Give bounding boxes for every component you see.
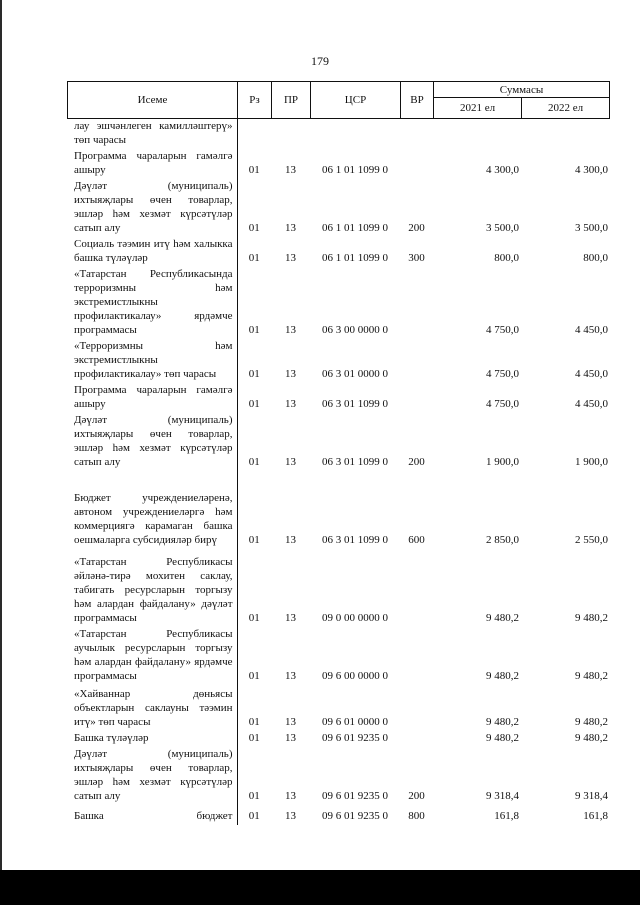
row-rz: 01 bbox=[248, 670, 260, 682]
row-rz: 01 bbox=[248, 716, 260, 728]
row-sum-2022: 9 480,2 bbox=[575, 732, 608, 744]
table-row bbox=[67, 179, 609, 237]
table-row bbox=[67, 471, 609, 549]
row-sum-2021: 9 480,2 bbox=[486, 732, 519, 744]
row-vr: 200 bbox=[408, 790, 425, 802]
row-sum-2022: 1 900,0 bbox=[575, 456, 608, 468]
row-vr bbox=[400, 627, 433, 685]
row-pr: 13 bbox=[285, 456, 296, 468]
header-pr: ПР bbox=[272, 82, 311, 119]
header-year-2022: 2022 ел bbox=[522, 98, 610, 119]
row-vr bbox=[400, 267, 433, 339]
row-csr: 09 6 01 9235 0 bbox=[322, 732, 388, 744]
row-name: Социаль тәэмин итү һәм халыкка башка түләүләр bbox=[67, 237, 237, 267]
row-sum-2022: 4 450,0 bbox=[575, 398, 608, 410]
table-row bbox=[67, 383, 609, 413]
row-sum-2022: 3 500,0 bbox=[575, 222, 608, 234]
budget-table bbox=[67, 119, 610, 825]
row-sum-2021: 9 318,4 bbox=[486, 790, 519, 802]
row-sum-2022 bbox=[521, 119, 609, 149]
row-csr bbox=[310, 119, 400, 149]
row-sum-2021: 9 480,2 bbox=[486, 716, 519, 728]
row-pr: 13 bbox=[285, 790, 296, 802]
row-name: Программа чараларын гамәлгә ашыру bbox=[67, 383, 237, 413]
row-sum-2021: 9 480,2 bbox=[486, 612, 519, 624]
row-pr: 13 bbox=[285, 612, 296, 624]
row-rz: 01 bbox=[248, 252, 260, 264]
row-sum-2021: 2 850,0 bbox=[486, 534, 519, 546]
table-row bbox=[67, 627, 609, 685]
row-rz: 01 bbox=[248, 612, 260, 624]
row-rz: 01 bbox=[248, 810, 260, 822]
row-pr: 13 bbox=[285, 810, 296, 822]
header-year-2021: 2021 ел bbox=[434, 98, 522, 119]
row-vr: 300 bbox=[408, 252, 425, 264]
row-sum-2022: 161,8 bbox=[583, 810, 608, 822]
header-vr: ВР bbox=[401, 82, 434, 119]
row-vr: 200 bbox=[408, 456, 425, 468]
row-sum-2022: 9 480,2 bbox=[575, 716, 608, 728]
row-rz: 01 bbox=[248, 398, 260, 410]
row-name: «Татарстан Республикасы аучылык ресурсларын торгызу һәм алардан файдалану» ярдәмче программасы bbox=[67, 627, 237, 685]
row-vr bbox=[400, 149, 433, 179]
row-csr: 09 0 00 0000 0 bbox=[322, 612, 388, 624]
row-csr: 09 6 01 0000 0 bbox=[322, 716, 388, 728]
table-row bbox=[67, 731, 609, 747]
row-sum-2022: 800,0 bbox=[583, 252, 608, 264]
row-name: «Хайваннар дөньясы объектларын саклауны тәэмин итү» төп чарасы bbox=[67, 685, 237, 731]
row-vr bbox=[400, 339, 433, 383]
row-name: Программа чараларын гамәлгә ашыру bbox=[67, 149, 237, 179]
row-name: Башка бюджет bbox=[67, 805, 237, 825]
row-csr: 09 6 00 0000 0 bbox=[322, 670, 388, 682]
table-header bbox=[67, 81, 610, 119]
row-csr: 06 3 01 1099 0 bbox=[322, 534, 388, 546]
row-vr bbox=[400, 549, 433, 627]
table-row bbox=[67, 685, 609, 731]
row-pr: 13 bbox=[285, 732, 296, 744]
row-sum-2022: 9 480,2 bbox=[575, 670, 608, 682]
row-name: Дәүләт (муниципаль) ихтыяҗлары өчен товарлар, эшләр һәм хезмәт күрсәтүләр сатып алу bbox=[67, 413, 237, 471]
header-rz: Рз bbox=[238, 82, 272, 119]
row-sum-2021: 4 750,0 bbox=[486, 398, 519, 410]
row-sum-2021: 9 480,2 bbox=[486, 670, 519, 682]
row-rz: 01 bbox=[248, 164, 260, 176]
row-rz: 01 bbox=[248, 732, 260, 744]
row-csr: 06 3 01 1099 0 bbox=[322, 456, 388, 468]
row-pr: 13 bbox=[285, 670, 296, 682]
row-name: Дәүләт (муниципаль) ихтыяҗлары өчен товарлар, эшләр һәм хезмәт күрсәтүләр сатып алу bbox=[67, 179, 237, 237]
row-sum-2021: 3 500,0 bbox=[486, 222, 519, 234]
table-row bbox=[67, 805, 609, 825]
row-pr: 13 bbox=[285, 398, 296, 410]
row-sum-2021: 161,8 bbox=[494, 810, 519, 822]
row-vr: 600 bbox=[408, 534, 425, 546]
row-name: лау эшчәнлеген камилләштерү» төп чарасы bbox=[67, 119, 237, 149]
row-pr: 13 bbox=[285, 252, 296, 264]
row-csr: 06 1 01 1099 0 bbox=[322, 252, 388, 264]
row-rz: 01 bbox=[248, 222, 260, 234]
row-name: «Татарстан Республикасында терроризмны һәм экстремистлыкны профилактикалау» ярдәмче программасы bbox=[67, 267, 237, 339]
table-row bbox=[67, 149, 609, 179]
scan-edge bbox=[0, 0, 2, 870]
scan-bottom-edge bbox=[0, 870, 640, 905]
row-csr: 09 6 01 9235 0 bbox=[322, 790, 388, 802]
table-row bbox=[67, 549, 609, 627]
row-rz bbox=[237, 119, 271, 149]
row-pr: 13 bbox=[285, 164, 296, 176]
row-vr bbox=[400, 383, 433, 413]
row-sum-2021: 4 750,0 bbox=[486, 368, 519, 380]
table-row bbox=[67, 237, 609, 267]
row-name: Башка түләүләр bbox=[67, 731, 237, 747]
row-pr: 13 bbox=[285, 534, 296, 546]
row-rz: 01 bbox=[248, 456, 260, 468]
row-sum-2021: 1 900,0 bbox=[486, 456, 519, 468]
row-name: «Терроризмны һәм экстремистлыкны профилактикалау» төп чарасы bbox=[67, 339, 237, 383]
table-row bbox=[67, 747, 609, 805]
table-row bbox=[67, 267, 609, 339]
row-sum-2022: 4 300,0 bbox=[575, 164, 608, 176]
header-csr: ЦСР bbox=[311, 82, 401, 119]
row-csr: 06 1 01 1099 0 bbox=[322, 222, 388, 234]
row-csr: 06 1 01 1099 0 bbox=[322, 164, 388, 176]
row-rz: 01 bbox=[248, 324, 260, 336]
header-sums: Суммасы bbox=[434, 82, 610, 98]
row-name: Бюджет учреждениеләренә, автоном учреждениеләргә һәм коммерциягә карамаган башка оешмаларга субсидияләр бирү bbox=[67, 471, 237, 549]
row-csr: 06 3 00 0000 0 bbox=[322, 324, 388, 336]
table-row bbox=[67, 413, 609, 471]
row-rz: 01 bbox=[248, 790, 260, 802]
row-sum-2022: 4 450,0 bbox=[575, 324, 608, 336]
row-sum-2022: 9 318,4 bbox=[575, 790, 608, 802]
row-pr: 13 bbox=[285, 324, 296, 336]
table-row bbox=[67, 119, 609, 149]
row-sum-2021 bbox=[433, 119, 521, 149]
row-sum-2021: 4 750,0 bbox=[486, 324, 519, 336]
row-vr bbox=[400, 731, 433, 747]
header-name: Исеме bbox=[68, 82, 238, 119]
row-csr: 06 3 01 0000 0 bbox=[322, 368, 388, 380]
row-pr: 13 bbox=[285, 368, 296, 380]
row-csr: 09 6 01 9235 0 bbox=[322, 810, 388, 822]
row-sum-2022: 9 480,2 bbox=[575, 612, 608, 624]
row-sum-2021: 4 300,0 bbox=[486, 164, 519, 176]
row-rz: 01 bbox=[248, 534, 260, 546]
table-row bbox=[67, 339, 609, 383]
row-csr: 06 3 01 1099 0 bbox=[322, 398, 388, 410]
page-number: 179 bbox=[311, 54, 329, 68]
row-pr: 13 bbox=[285, 222, 296, 234]
row-name: Дәүләт (муниципаль) ихтыяҗлары өчен товарлар, эшләр һәм хезмәт күрсәтүләр сатып алу bbox=[67, 747, 237, 805]
row-rz: 01 bbox=[248, 368, 260, 380]
row-sum-2022: 4 450,0 bbox=[575, 368, 608, 380]
row-name: «Татарстан Республикасы әйләнә-тирә мохитен саклау, табигать ресурсларын торгызу һәм алардан файдалану» дәүләт программасы bbox=[67, 549, 237, 627]
row-pr: 13 bbox=[285, 716, 296, 728]
row-vr: 800 bbox=[408, 810, 425, 822]
row-pr bbox=[271, 119, 310, 149]
row-sum-2021: 800,0 bbox=[494, 252, 519, 264]
row-vr bbox=[400, 119, 433, 149]
row-vr: 200 bbox=[408, 222, 425, 234]
row-sum-2022: 2 550,0 bbox=[575, 534, 608, 546]
row-vr bbox=[400, 685, 433, 731]
